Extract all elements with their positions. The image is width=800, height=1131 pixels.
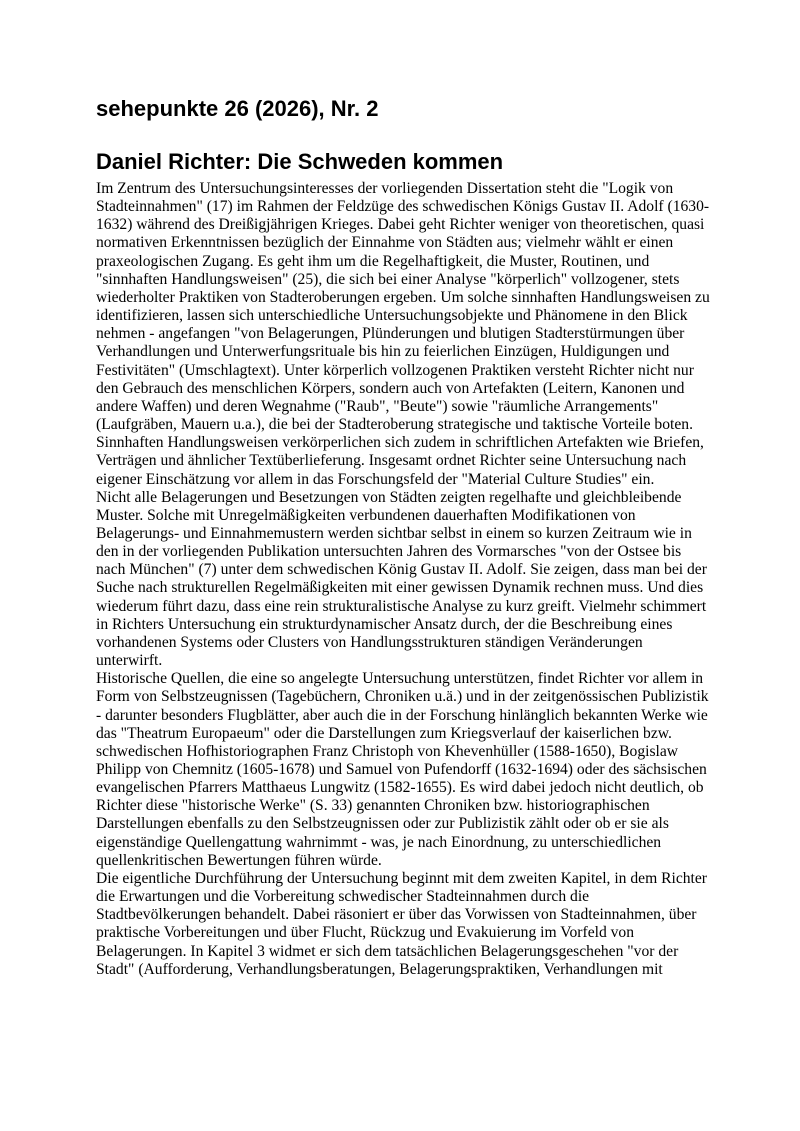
paragraph: Historische Quellen, die eine so angelegte Untersuchung unterstützen, findet Richter vor allem in Form von Selbstzeugnissen (Tagebüchern, Chroniken u.ä.) und in der zeitgenössischen Publizistik - darunter besonders Flugblätter, aber auch die in der Forschung hinlänglich bekannten Werke wie das "Theatrum Europaeum" oder die Darstellungen zum Kriegsverlauf der kaiserlichen bzw. schwedischen Hofhistoriographen Franz Christoph von Khevenhüller (1588-1650), Bogislaw Philipp von Chemnitz (1605-1678) und Samuel von Pufendorff (1632-1694) oder des sächsischen evangelischen Pfarrers Matthaeus Lungwitz (1582-1655). Es wird dabei jedoch nicht deutlich, ob Richter diese "historische Werke" (S. 33) genannten Chroniken bzw. historiographischen Darstellungen ebenfalls zu den Selbstzeugnissen oder zur Publizistik zählt oder ob er sie als eigenständige Quellengattung wahrnimmt - was, je nach Einordnung, zu unterschiedlichen quellenkritischen Bewertungen führen würde. — [96, 670, 709, 869]
article-body — [96, 180, 711, 979]
paragraph: Die eigentliche Durchführung der Untersuchung beginnt mit dem zweiten Kapitel, in dem Richter die Erwartungen und die Vorbereitung schwedischer Stadteinnahmen durch die Stadtbevölkerungen behandelt. Dabei räsoniert er über das Vorwissen von Stadteinnahmen, über praktische Vorbereitungen und über Flucht, Rückzug und Evakuierung im Vorfeld von Belagerungen. In Kapitel 3 widmet er sich dem tatsächlichen Belagerungsgeschehen "vor der Stadt" (Aufforderung, Verhandlungsberatungen, Belagerungspraktiken, Verhandlungen mit — [96, 869, 708, 978]
journal-issue-heading: sehepunkte 26 (2026), Nr. 2 — [96, 96, 379, 121]
article-title: Daniel Richter: Die Schweden kommen — [96, 149, 504, 174]
paragraph: Nicht alle Belagerungen und Besetzungen von Städten zeigten regelhafte und gleichbleibende Muster. Solche mit Unregelmäßigkeiten verbundenen dauerhaften Modifikationen von Belagerungs- und Einnahmemustern werden sichtbar selbst in einem so kurzen Zeitraum wie in den in der vorliegenden Publikation untersuchten Jahren des Vormarsches "von der Ostsee bis nach München" (7) unter dem schwedischen König Gustav II. Adolf. Sie zeigen, dass man bei der Suche nach strukturellen Regelmäßigkeiten mit einer gewissen Dynamik rechnen muss. Und dies wiederum führt dazu, dass eine rein strukturalistische Analyse zu kurz greift. Vielmehr schimmert in Richters Untersuchung ein strukturdynamischer Ansatz durch, der die Beschreibung eines vorhandenen Systems oder Clusters von Handlungsstrukturen ständigen Veränderungen unterwirft. — [96, 488, 707, 670]
paragraph: Im Zentrum des Untersuchungsinteresses der vorliegenden Dissertation steht die "Logik von Stadteinnahmen" (17) im Rahmen der Feldzüge des schwedischen Königs Gustav II. Adolf (1630-1632) während des Dreißigjährigen Krieges. Dabei geht Richter weniger von theoretischen, quasi normativen Erkenntnissen bezüglich der Einnahme von Städten aus; vielmehr wählt er einen praxeologischen Zugang. Es geht ihm um die Regelhaftigkeit, die Muster, Routinen, und "sinnhaften Handlungsweisen" (25), die sich bei einer Analyse "körperlich" vollzogener, stets wiederholter Praktiken von Stadteroberungen ergeben. Um solche sinnhaften Handlungsweisen zu identifizieren, lassen sich unterschiedliche Untersuchungsobjekte und Phänomene in den Blick nehmen - angefangen "von Belagerungen, Plünderungen und blutigen Stadterstürmungen über Verhandlungen und Unterwerfungsrituale bis hin zu feierlichen Einzügen, Huldigungen und Festivitäten" (Umschlagtext). Unter körperlich vollzogenen Praktiken versteht Richter nicht nur den Gebrauch des menschlichen Körpers, sondern auch von Artefakten (Leitern, Kanonen und andere Waffen) und deren Wegnahme ("Raub", "Beute") sowie "räumliche Arrangements" (Laufgräben, Mauern u.a.), die bei der Stadteroberung strategische und taktische Vorteile boten. Sinnhaften Handlungsweisen verkörperlichen sich zudem in schriftlichen Artefakten wie Briefen, Verträgen und ähnlicher Textüberlieferung. Insgesamt ordnet Richter seine Untersuchung nach eigener Einschätzung vor allem in das Forschungsfeld der "Material Culture Studies" ein. — [96, 180, 710, 488]
